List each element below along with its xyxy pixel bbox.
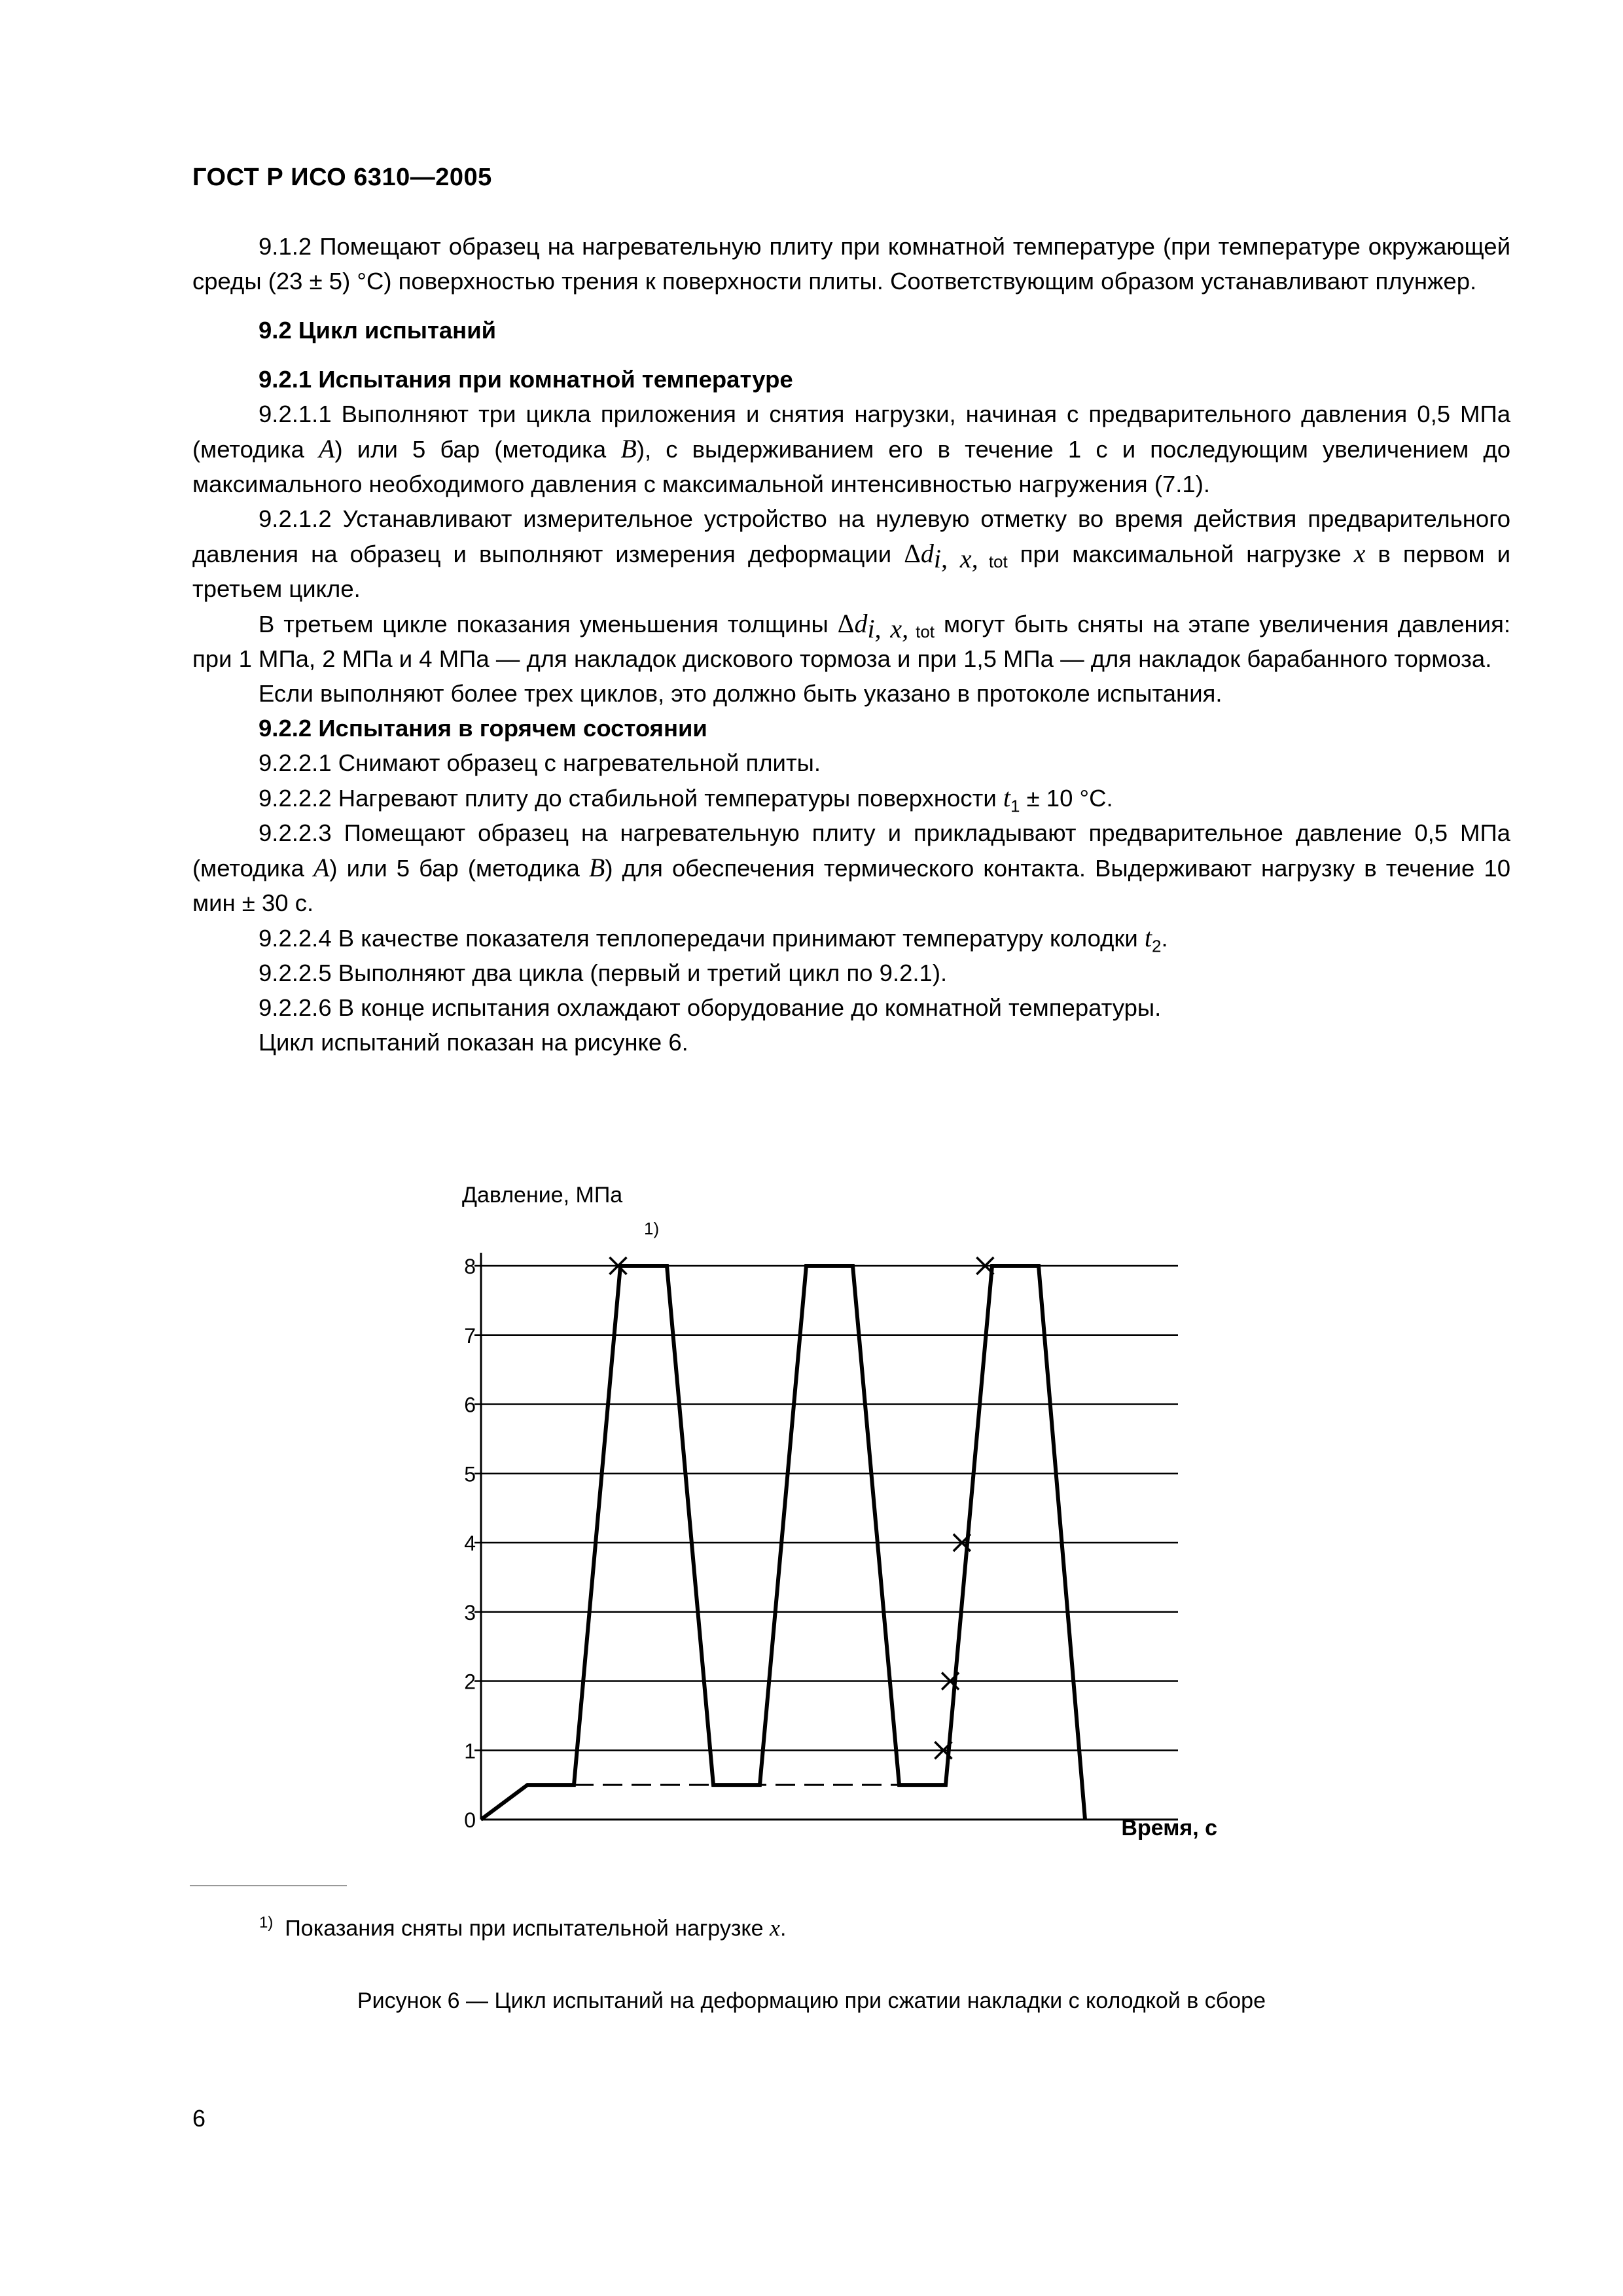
paragraph-figure-ref: Цикл испытаний показан на рисунке 6.	[259, 1029, 688, 1056]
paragraph-9-2-2-3: 9.2.2.3 Помещают образец на нагревательную плиту и прикладывают предварительное давление 0,5 МПа (методика A) или 5 бар (методика B) для обеспечения термического контакта. Выдерживают нагрузку в течение 10 мин ± 30 с.	[192, 819, 1510, 916]
heading-9-2-2: 9.2.2 Испытания в горячем состоянии	[259, 715, 707, 742]
y-tick-label: 4	[464, 1532, 476, 1555]
paragraph-third-cycle: В третьем цикле показания уменьшения толщины $\Delta d_{i, x, tot}$ могут быть сняты на этапе увеличения давления: при 1 МПа, 2 МПа и 4 МПа — для накладок дискового тормоза и при 1,5 МПа — для накладок барабанного тормоза.	[192, 609, 1510, 672]
footnote-rule	[190, 1885, 347, 1886]
y-tick-label: 7	[464, 1323, 476, 1348]
paragraph-9-2-2-2: 9.2.2.2 Нагревают плиту до стабильной температуры поверхности $t_1 \pm 10$ °С.	[259, 783, 1113, 816]
paragraph-9-2-2-6: 9.2.2.6 В конце испытания охлаждают оборудование до комнатной температуры.	[259, 994, 1162, 1021]
y-tick-label: 6	[464, 1393, 476, 1417]
x-axis-label: Время, с	[1121, 1816, 1217, 1840]
page-number: 6	[192, 2105, 206, 2132]
heading-9-2: 9.2 Цикл испытаний	[259, 317, 497, 344]
y-tick-label: 1	[464, 1739, 476, 1763]
y-axis-label: Давление, МПа	[462, 1183, 623, 1208]
paragraph-9-2-1-1: 9.2.1.1 Выполняют три цикла приложения и снятия нагрузки, начиная с предварительного давления 0,5 МПа (методика A) или 5 бар (методика B), с выдерживанием его в течение 1 с и последующим увеличением до максимального необходимого давления с максимальной интенсивностью нагружения (7.1).	[192, 401, 1510, 497]
heading-9-2-1: 9.2.1 Испытания при комнатной температуре	[259, 366, 793, 393]
figure-caption: Рисунок 6 — Цикл испытаний на деформацию при сжатии накладки с колодкой в сборе	[357, 1988, 1266, 2013]
body-text	[192, 229, 1510, 1060]
document-header: ГОСТ Р ИСО 6310—2005	[192, 164, 492, 191]
paragraph-9-2-2-4: 9.2.2.4 В качестве показателя теплопередачи принимают температуру колодки $t_2$.	[259, 923, 1168, 956]
marker-note: 1)	[644, 1219, 660, 1238]
paragraph-more-cycles: Если выполняют более трех циклов, это должно быть указано в протоколе испытания.	[259, 680, 1222, 707]
paragraph-9-2-2-1: 9.2.2.1 Снимают образец с нагревательной плиты.	[259, 749, 821, 776]
footnote: $^{1)}$ Показания сняты при испытательной нагрузке x.	[259, 1914, 787, 1941]
paragraph-9-2-2-5: 9.2.2.5 Выполняют два цикла (первый и третий цикл по 9.2.1).	[259, 960, 948, 986]
y-tick-label: 0	[464, 1808, 476, 1832]
y-tick-label: 2	[464, 1670, 476, 1694]
pressure-time-chart	[393, 1172, 1270, 1865]
paragraph-9-1-2: 9.1.2 Помещают образец на нагревательную плиту при комнатной температуре (при температуре окружающей среды (23 ± 5) °С) поверхностью трения к поверхности плиты. Соответствующим образом устанавливают плунжер.	[192, 233, 1510, 295]
figure-6	[393, 1172, 1270, 1865]
y-tick-label: 5	[464, 1462, 476, 1486]
y-tick-label: 8	[464, 1255, 476, 1278]
y-tick-label: 3	[464, 1600, 476, 1624]
paragraph-9-2-1-2: 9.2.1.2 Устанавливают измерительное устройство на нулевую отметку во время действия предварительного давления на образец и выполняют измерения деформации $\Delta d_{i, x, tot}$ при максимальной нагрузке x в первом и третьем цикле.	[192, 505, 1510, 602]
